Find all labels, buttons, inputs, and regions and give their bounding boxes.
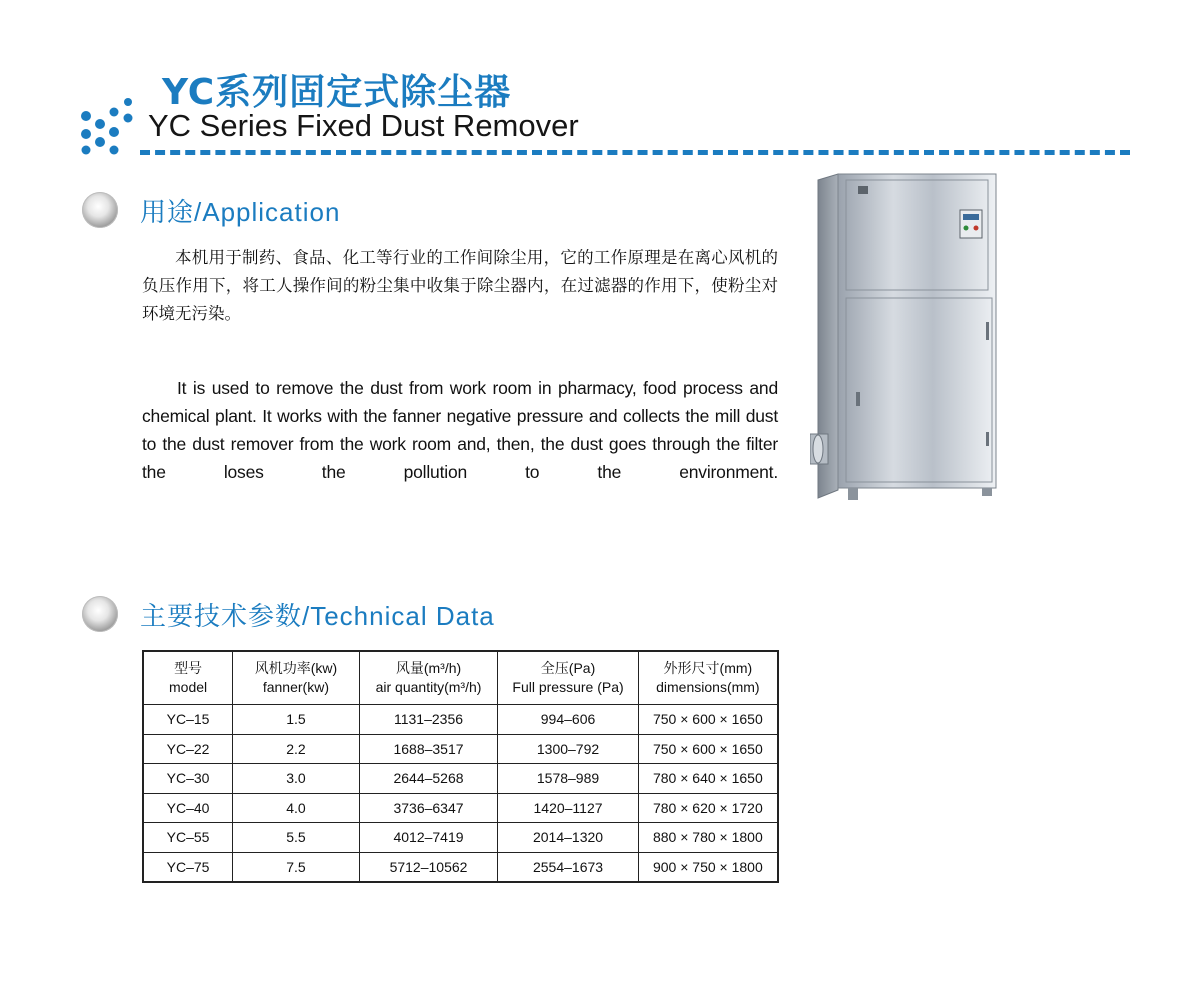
- header-model: 型号 model: [143, 651, 233, 705]
- cell-fanner: 1.5: [233, 705, 360, 735]
- cell-full-pressure: 1578–989: [498, 764, 638, 794]
- cell-full-pressure: 2554–1673: [498, 852, 638, 882]
- technical-heading: 主要技术参数/Technical Data: [140, 601, 495, 631]
- cell-model: YC–30: [143, 764, 233, 794]
- page-title-cn: YC系列固定式除尘器: [162, 72, 512, 113]
- cell-dimensions: 750 × 600 × 1650: [638, 705, 778, 735]
- cell-fanner: 5.5: [233, 823, 360, 853]
- application-text-en: It is used to remove the dust from work room in pharmacy, food process and chemical plant. It works with the fanner negative pressure and collects the mill dust to the dust remover from the work room and, then, the dust goes through the filter the loses the pollution to the environment.: [142, 378, 778, 482]
- dots-logo-icon: [78, 96, 138, 156]
- cell-air-quantity: 4012–7419: [359, 823, 498, 853]
- cell-dimensions: 900 × 750 × 1800: [638, 852, 778, 882]
- application-text-cn: 本机用于制药、食品、化工等行业的工作间除尘用，它的工作原理是在离心风机的负压作用下，将工人操作间的粉尘集中收集于除尘器内，在过滤器的作用下，使粉尘对环境无污染。: [142, 248, 778, 323]
- application-heading: 用途/Application: [140, 197, 341, 227]
- cell-full-pressure: 2014–1320: [498, 823, 638, 853]
- section-bullet-icon: [82, 596, 118, 632]
- cell-air-quantity: 2644–5268: [359, 764, 498, 794]
- cell-dimensions: 880 × 780 × 1800: [638, 823, 778, 853]
- cell-fanner: 3.0: [233, 764, 360, 794]
- page-title-en: YC Series Fixed Dust Remover: [148, 108, 579, 143]
- cell-full-pressure: 994–606: [498, 705, 638, 735]
- header-divider: [140, 150, 1130, 155]
- cell-full-pressure: 1300–792: [498, 734, 638, 764]
- table-row: [143, 734, 778, 764]
- table-row: [143, 705, 778, 735]
- cell-dimensions: 750 × 600 × 1650: [638, 734, 778, 764]
- cell-fanner: 7.5: [233, 852, 360, 882]
- table-row: [143, 852, 778, 882]
- cell-model: YC–15: [143, 705, 233, 735]
- cell-air-quantity: 1131–2356: [359, 705, 498, 735]
- dust-remover-cabinet-image: [810, 172, 1000, 502]
- cell-model: YC–55: [143, 823, 233, 853]
- technical-data-table: [142, 650, 779, 883]
- cell-model: YC–40: [143, 793, 233, 823]
- cell-air-quantity: 1688–3517: [359, 734, 498, 764]
- table-header-row: [143, 651, 778, 705]
- header-air-quantity: 风量(m³/h) air quantity(m³/h): [359, 651, 498, 705]
- cell-fanner: 4.0: [233, 793, 360, 823]
- header-fanner: 风机功率(kw) fanner(kw): [233, 651, 360, 705]
- table-row: [143, 764, 778, 794]
- cell-model: YC–75: [143, 852, 233, 882]
- cell-model: YC–22: [143, 734, 233, 764]
- cell-air-quantity: 5712–10562: [359, 852, 498, 882]
- table-row: [143, 823, 778, 853]
- cell-full-pressure: 1420–1127: [498, 793, 638, 823]
- header-dimensions: 外形尺寸(mm) dimensions(mm): [638, 651, 778, 705]
- header-full-pressure: 全压(Pa) Full pressure (Pa): [498, 651, 638, 705]
- cell-air-quantity: 3736–6347: [359, 793, 498, 823]
- cell-dimensions: 780 × 640 × 1650: [638, 764, 778, 794]
- cell-dimensions: 780 × 620 × 1720: [638, 793, 778, 823]
- cell-fanner: 2.2: [233, 734, 360, 764]
- section-bullet-icon: [82, 192, 118, 228]
- table-row: [143, 793, 778, 823]
